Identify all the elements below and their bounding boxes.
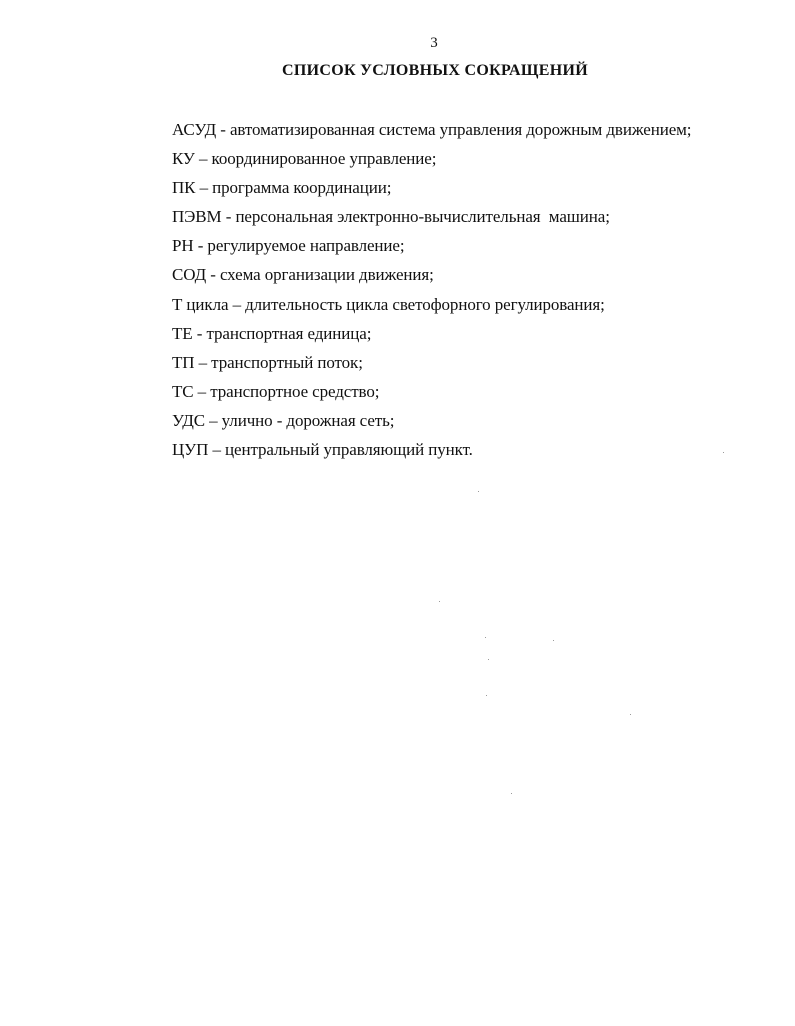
abbreviation-entry — [172, 293, 691, 322]
abbreviation-definition: транспортное средство; — [210, 381, 380, 401]
abbreviation-term: КУ — [172, 149, 195, 169]
scan-speck — [723, 452, 724, 453]
scan-speck — [488, 659, 489, 660]
abbreviation-term: ПК — [172, 178, 196, 198]
abbreviation-definition: длительность цикла светофорного регулирования; — [245, 294, 605, 314]
abbreviation-separator: - — [192, 323, 207, 343]
abbreviation-term: АСУД — [172, 120, 217, 139]
abbreviation-definition: улично - дорожная сеть; — [221, 410, 395, 430]
abbreviation-separator: – — [228, 294, 246, 314]
abbreviation-definition: схема организации движения; — [219, 265, 434, 285]
abbreviation-entry — [172, 234, 691, 263]
abbreviation-separator: – — [195, 178, 213, 198]
abbreviation-entry — [172, 409, 691, 438]
abbreviation-term: ЦУП — [172, 440, 209, 460]
abbreviation-definition: автоматизированная система управления дорожным движением; — [229, 120, 692, 139]
abbreviation-definition: транспортная единица; — [206, 323, 372, 343]
page-title: СПИСОК УСЛОВНЫХ СОКРАЩЕНИЙ — [282, 62, 588, 79]
abbreviation-separator: - — [193, 236, 208, 256]
abbreviation-separator: – — [194, 352, 212, 372]
abbreviation-entry — [172, 322, 691, 351]
abbreviation-definition: программа координации; — [212, 178, 392, 198]
abbreviation-definition: координированное управление; — [211, 149, 437, 169]
abbreviation-definition: персональная электронно-вычислительная машина; — [235, 207, 610, 227]
abbreviation-term: СОД — [172, 265, 207, 285]
abbreviation-entry — [172, 380, 691, 409]
abbreviation-definition: центральный управляющий пункт. — [225, 440, 473, 460]
abbreviation-separator: - — [206, 265, 220, 285]
scan-speck — [439, 601, 440, 602]
abbreviation-term: ТЕ — [172, 323, 193, 343]
abbreviation-separator: – — [194, 149, 212, 169]
scan-speck — [485, 637, 486, 638]
scan-speck — [553, 640, 554, 641]
abbreviation-separator: - — [221, 207, 236, 227]
abbreviation-term: ТС — [172, 381, 194, 401]
abbreviation-definition: регулируемое направление; — [207, 236, 405, 256]
abbreviation-separator: – — [193, 381, 211, 401]
abbreviation-term: Т цикла — [172, 294, 229, 314]
abbreviation-entry — [172, 147, 691, 176]
scan-speck — [630, 714, 631, 715]
abbreviation-entry — [172, 438, 691, 467]
abbreviation-list — [172, 118, 691, 467]
abbreviation-term: УДС — [172, 410, 205, 430]
abbreviation-entry — [172, 118, 691, 147]
scan-speck — [486, 695, 487, 696]
abbreviation-entry — [172, 176, 691, 205]
abbreviation-separator: – — [208, 440, 225, 460]
abbreviation-definition: транспортный поток; — [211, 352, 363, 372]
scan-speck — [478, 491, 479, 492]
page-number: 3 — [430, 35, 438, 51]
abbreviation-term: ПЭВМ — [172, 207, 222, 227]
abbreviation-term: ТП — [172, 352, 195, 372]
abbreviation-entry — [172, 263, 691, 292]
abbreviation-separator: – — [204, 410, 222, 430]
scan-speck — [511, 793, 512, 794]
abbreviation-term: РН — [172, 236, 194, 256]
abbreviation-entry — [172, 351, 691, 380]
abbreviation-separator: - — [216, 120, 230, 139]
abbreviation-entry — [172, 205, 691, 234]
